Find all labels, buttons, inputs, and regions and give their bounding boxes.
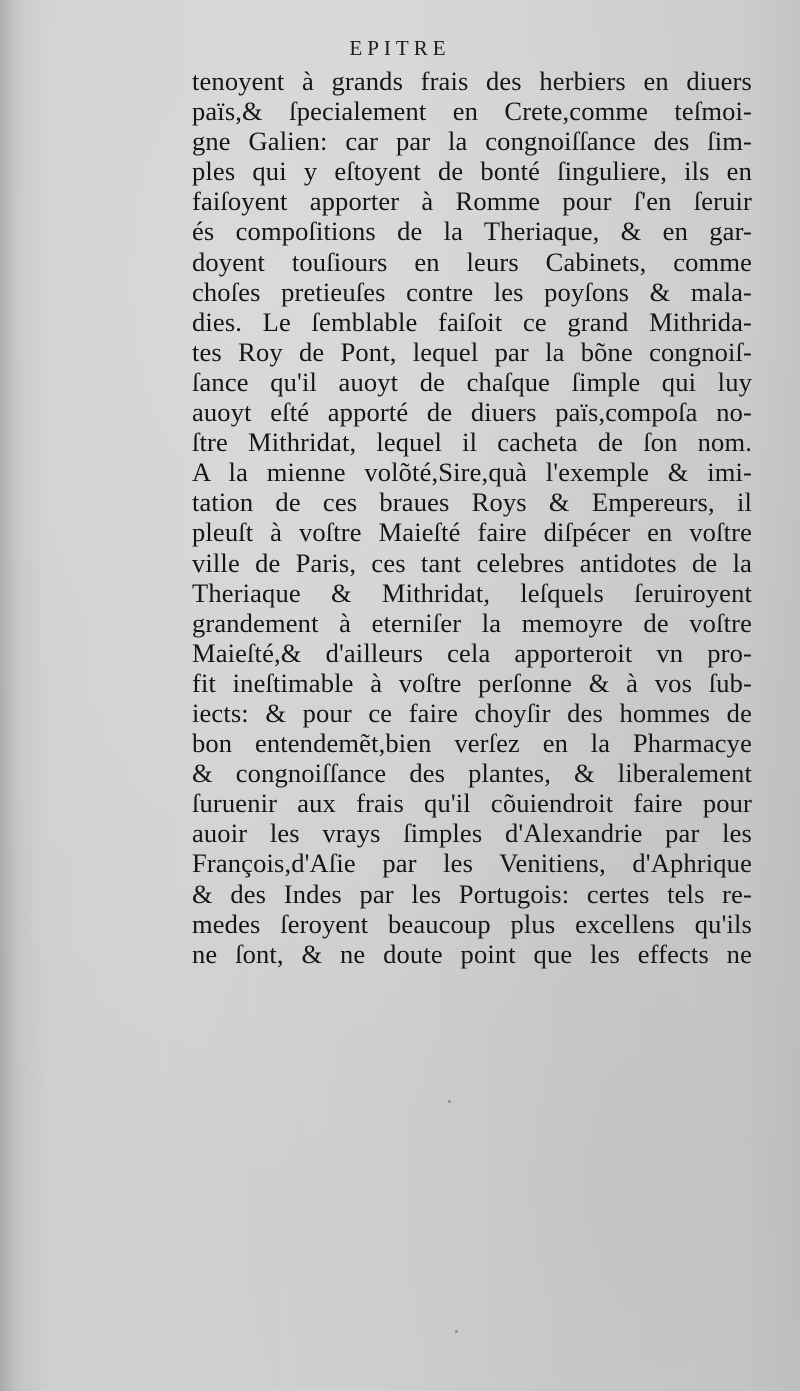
paper-speck <box>455 1330 458 1333</box>
text-line: ples qui y eſtoyent de bonté ſinguliere, ils en <box>192 156 752 187</box>
text-line: Theriaque & Mithridat, leſquels ſeruiroyent <box>192 577 752 608</box>
text-line: medes ſeroyent beaucoup plus excellens qu'ils <box>192 908 752 939</box>
text-line: ne ſont, & ne doute point que les effects ne <box>192 938 752 969</box>
text-line: tation de ces braues Roys & Empereurs, il <box>192 487 752 518</box>
text-line: Maieſté,& d'ailleurs cela apporteroit vn pro- <box>192 637 752 668</box>
text-line: doyent touſiours en leurs Cabinets, comme <box>192 246 752 277</box>
text-line: ville de Paris, ces tant celebres antidotes de la <box>192 547 752 578</box>
text-line: fit ineſtimable à voſtre perſonne & à vos ſub- <box>192 667 752 698</box>
running-head: EPITRE <box>349 36 451 60</box>
text-line: bon entendemẽt,bien verſez en la Pharmacye <box>192 728 752 759</box>
text-line: & des Indes par les Portugois: certes tels re- <box>192 878 752 909</box>
text-line: iects: & pour ce faire choyſir des hommes de <box>192 697 752 728</box>
text-line: faiſoyent apporter à Romme pour ſ'en ſeruir <box>192 186 752 217</box>
text-line: tes Roy de Pont, lequel par la bõne congnoiſ- <box>192 336 752 367</box>
text-line: tenoyent à grands frais des herbiers en diuers <box>192 66 752 96</box>
text-line: A la mienne volõté,Sire,quà l'exemple & imi- <box>192 457 752 488</box>
text-line: François,d'Aſie par les Venitiens, d'Aphrique <box>192 848 752 879</box>
text-line: & congnoiſſance des plantes, & liberalement <box>192 758 752 789</box>
text-line: auoir les vrays ſimples d'Alexandrie par les <box>192 818 752 849</box>
text-line: ſance qu'il auoyt de chaſque ſimple qui luy <box>192 366 752 397</box>
text-line: ſuruenir aux frais qu'il cõuiendroit faire pour <box>192 788 752 819</box>
text-line: choſes pretieuſes contre les poyſons & mala- <box>192 276 752 307</box>
text-line: auoyt eſté apporté de diuers païs,compoſa no- <box>192 397 752 428</box>
text-line: ſtre Mithridat, lequel il cacheta de ſon nom. <box>192 427 752 458</box>
text-line: païs,& ſpecialement en Crete,comme teſmoi- <box>192 96 752 127</box>
text-line: és compoſitions de la Theriaque, & en gar- <box>192 216 752 247</box>
text-line: gne Galien: car par la congnoiſſance des ſim- <box>192 126 752 157</box>
text-line: dies. Le ſemblable faiſoit ce grand Mithrida- <box>192 306 752 337</box>
text-line: pleuſt à voſtre Maieſté faire diſpécer en voſtre <box>192 517 752 548</box>
text-line: grandement à eterniſer la memoyre de voſtre <box>192 607 752 638</box>
body-text <box>192 66 752 969</box>
paper-speck <box>448 1100 451 1103</box>
